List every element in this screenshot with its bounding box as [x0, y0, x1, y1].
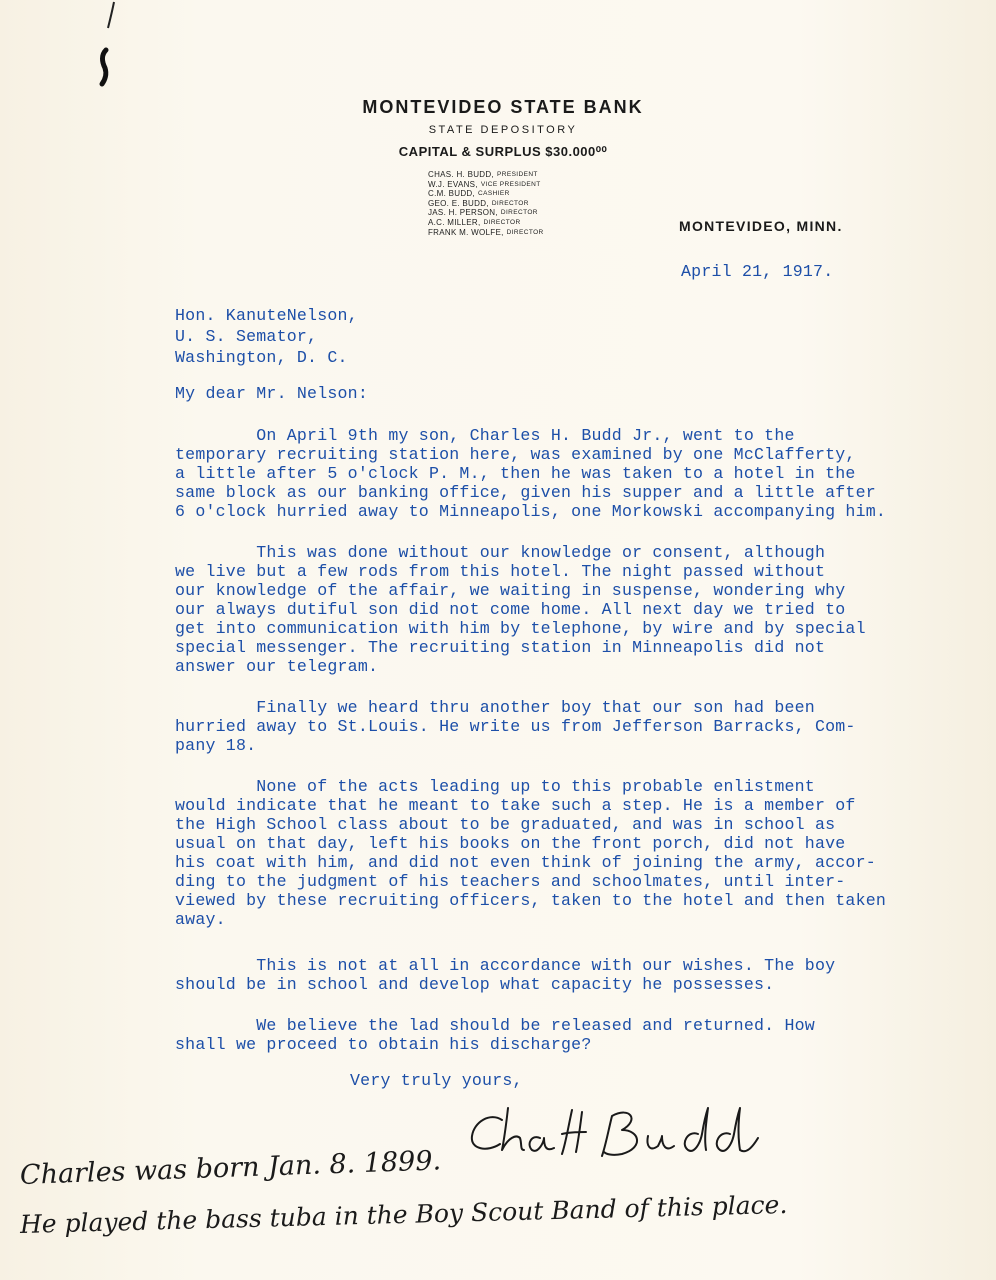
officer-row: [428, 208, 588, 218]
body-paragraph: None of the acts leading up to this probable enlistment would indicate that he meant to take such a step. He is a member of the High School class about to be graduated, and was in school as usual on that day, left his books on the front porch, did not have his coat with him, and did not even think of joining the army, accor- ding to the judgment of his teachers and schoolmates, until inter- viewed by these recruiting officers, taken to the hotel and then taken away.: [175, 777, 887, 929]
officer-name: JAS. H. PERSON,: [428, 208, 498, 218]
bank-capital: CAPITAL & SURPLUS $30.000⁰⁰: [398, 144, 608, 159]
recipient-address: Hon. KanuteNelson, U. S. Semator, Washington, D. C.: [175, 306, 358, 367]
officer-name: FRANK M. WOLFE,: [428, 227, 504, 237]
letter-date: April 21, 1917.: [681, 262, 834, 281]
letterhead-place: MONTEVIDEO, MINN.: [679, 218, 843, 234]
officer-title: DIRECTOR: [500, 209, 538, 217]
officer-name: C.M. BUDD,: [428, 189, 475, 199]
officer-title: DIRECTOR: [506, 228, 544, 236]
body-paragraph: Finally we heard thru another boy that our son had been hurried away to St.Louis. He write us from Jefferson Barracks, Com- pany 18.: [175, 698, 856, 755]
officer-title: DIRECTOR: [491, 199, 529, 207]
body-paragraph: This is not at all in accordance with our wishes. The boy should be in school and develop what capacity he possesses.: [175, 956, 836, 994]
officer-title: DIRECTOR: [483, 218, 521, 226]
officer-name: GEO. E. BUDD,: [428, 198, 489, 208]
closing: Very truly yours,: [350, 1071, 523, 1090]
officer-row: [428, 228, 588, 238]
ink-stain-mark: [92, 0, 122, 95]
officer-row: [428, 199, 588, 209]
salutation: My dear Mr. Nelson:: [175, 384, 368, 403]
officer-row: [428, 218, 588, 228]
officer-row: [428, 180, 588, 190]
officer-row: [428, 189, 588, 199]
officer-title: VICE PRESIDENT: [480, 180, 541, 188]
bank-designation: STATE DEPOSITORY: [428, 124, 578, 136]
officer-name: W.J. EVANS,: [428, 179, 478, 189]
officer-title: PRESIDENT: [497, 171, 538, 178]
body-paragraph: We believe the lad should be released and returned. How shall we proceed to obtain his discharge?: [175, 1016, 815, 1054]
handwritten-signature: [462, 1098, 782, 1168]
body-paragraph: This was done without our knowledge or consent, although we live but a few rods from this hotel. The night passed without our knowledge of the affair, we waiting in suspense, wondering why our always dutiful son did not come home. All next day we tried to get into communication with him by telephone, by wire and by special special messenger. The recruiting station in Minneapolis did not answer our telegram.: [175, 543, 866, 676]
handwritten-note-line2: He played the bass tuba in the Boy Scout Band of this place.: [19, 1189, 788, 1239]
officer-title: CASHIER: [478, 190, 510, 198]
officer-list: [428, 170, 588, 237]
officer-name: A.C. MILLER,: [428, 217, 481, 227]
body-paragraph: On April 9th my son, Charles H. Budd Jr., went to the temporary recruiting station here, was examined by one McClafferty, a little after 5 o'clock P. M., then he was taken to a hotel in the same block as our banking office, given his supper and a little after 6 o'clock hurried away to Minneapolis, one Morkowski accompanying him.: [175, 426, 887, 521]
handwritten-note-line1: Charles was born Jan. 8. 1899.: [19, 1145, 442, 1191]
officer-name: CHAS. H. BUDD,: [428, 170, 494, 179]
bank-name: MONTEVIDEO STATE BANK: [362, 97, 644, 117]
officer-row: [428, 170, 588, 180]
